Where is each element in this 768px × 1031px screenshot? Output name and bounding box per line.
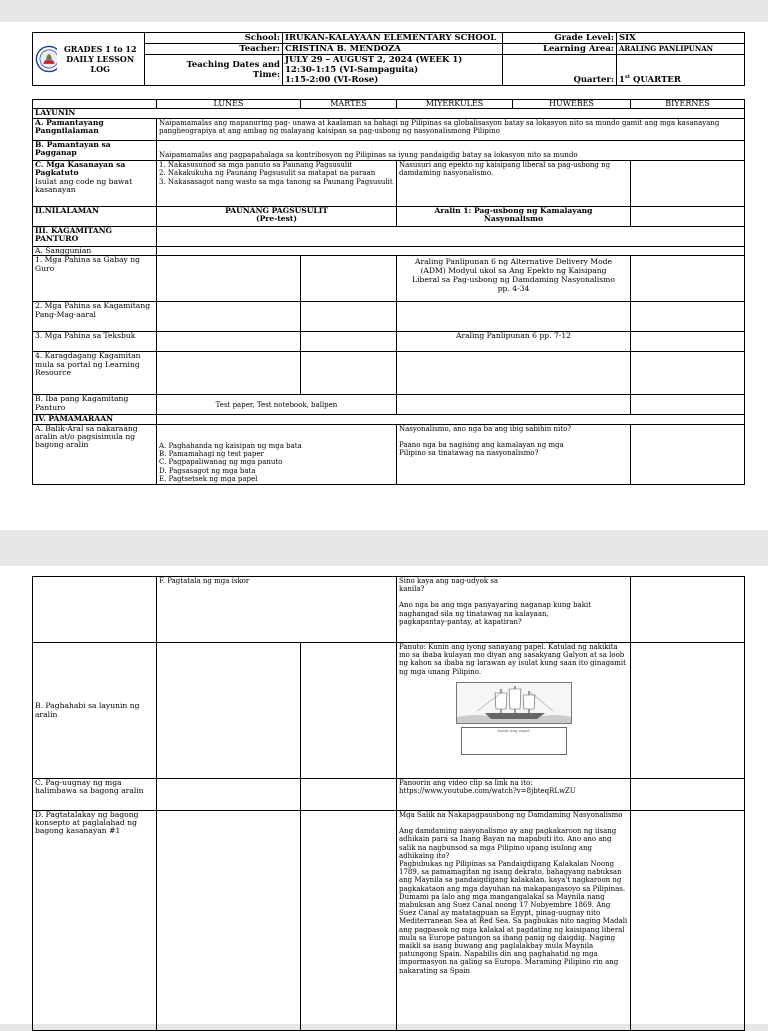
layunin-row [33,109,745,118]
teaching-dates-line-2: 12:30-1:15 (VI-Sampaguita) [285,65,419,75]
balik-aral-step-b: B. Pamamahagi ng test paper [159,450,264,458]
pamamaraan-row [33,415,745,424]
kagamitan-row [33,226,745,246]
kasanayan-label: C. Mga Kasanayan sa Pagkatuto [35,160,126,178]
nilalaman-row [33,206,745,226]
kasanayan-item-3: 3. Nakasasagot nang wasto sa mga tanong sa Paunang Pagsusulit [159,177,393,186]
balik-aral-step-d: D. Pagsasagot ng mga bata [159,466,256,475]
pag-uugnay-biyernes [631,779,745,811]
paghahabi-biyernes [631,643,745,779]
learning-area-label: Learning Area: [503,44,617,55]
pagtatala-label-cell [33,577,157,643]
pagtatalakay-martes [301,811,397,1031]
page-two [0,566,768,1024]
sanggunian-row [33,246,745,255]
kasanayan-sublabel: Isulat ang code ng bawat kasanayan [35,176,133,195]
paghahabi-panuto: Panuto: Kunin ang iyong sanayang papel. Katulad ng nakikita mo sa ibaba kulayan mo diyan ang sasakyang Galyon at sa loob ng kahon sa ibaba ng larawan ay isulat kung saan ito ginagamit ng mga unang Pilipino. [399,643,626,676]
quarter-number: 1 [619,75,625,85]
layunin-label: LAYUNIN [33,109,745,118]
answer-box: Isulat ang sagot [461,727,567,755]
pagtatalakay-label: D. Pagtatalakay ng bagong konsepto at paglalahad ng bagong kasanayan #1 [33,811,157,1031]
paghahabi-lunes [157,643,301,779]
balik-aral-label: A. Balik-Aral sa nakaraang aralin at/o pagsisimula ng bagong aralin [33,424,157,484]
salik-heading: Mga Salik na Nakapagpausbong ng Damdaming Nasyonalismo [399,811,623,819]
label-column-header [33,100,157,109]
cont-question-2: Ano nga ba ang mga panyayaring naganap kung bakit naghangad sila ng tinatawag na kalayaan, pagkapantay-pantay, at kapatiran? [399,601,592,626]
teaching-dates-label-line-2: Time: [252,70,280,80]
pamantayan-pagganap-row [33,140,745,160]
balik-aral-question-1: Nasyonalismo, ano nga ba ang ibig sabihin nito? [399,424,572,433]
teaching-dates-line-1: JULY 29 – AUGUST 2, 2024 (WEEK 1) [285,55,463,65]
grade-level-label: Grade Level: [503,33,617,44]
kasanayan-miyerkules: Nasusuri ang epekto ng kaisipang liberal sa pag-usbong ng damdaming nasyonalismo. [397,160,631,206]
teacher-value: CRISTINA B. MENDOZA [283,44,503,55]
learning-area-value: ARALING PANLIPUNAN [617,44,745,55]
pamantayan-pagganap-text: Naipamamalas ang pagpapahalaga sa kontribosyon ng Pilipinas sa iyung pandaigdig batay sa lokasyon nito sa mundo [157,140,745,160]
iba-pang-biyernes [631,395,745,415]
pamantayang-pangnilalaman-text: Naipamamalas ang mapanuring pag- unawa at kaalaman sa bahagi ng Pilipinas sa globalisasyon batay sa lokasyon nito sa mundo gamit ang mga kasanayang pangheograpiya at ang ambag ng malayang kaisipan sa pag-usbong ng nasyonalismong Pilipino [157,118,745,140]
nilalaman-biyernes [631,206,745,226]
gabay-guro-label: 1. Mga Pahina sa Gabay ng Guro [33,256,157,302]
nilalaman-miyerkules [397,206,631,226]
school-label: School: [145,33,283,44]
kagamitang-martes [301,302,397,332]
days-header-row [33,100,745,109]
nilalaman-miyerkules-line-2: Nasyonalismo [483,214,544,224]
dll-title-line-2: DAILY LESSON [66,54,135,64]
teksbuk-row [33,332,745,352]
kasanayan-item-2: 2. Nakakukuha ng Paunang Pagsusulit sa matapat na paraan [159,169,376,178]
pagtatalakay-biyernes [631,811,745,1031]
deped-seal-cell [33,33,57,86]
karagdagang-lunes [157,352,301,395]
teksbuk-lunes [157,332,301,352]
kagamitan-label: III. KAGAMITANG PANTURO [33,226,157,246]
teksbuk-label: 3. Mga Pahina sa Teksbuk [33,332,157,352]
pagtatalakay-lunes [157,811,301,1031]
balik-aral-step-a: A. Paghahanda ng kaisipan ng mga bata [159,441,302,450]
balik-aral-question-2: Paano nga ba nagising ang kamalayan ng mga Pilipino sa tinatawag na nasyonalismo? [399,441,564,458]
teacher-label: Teacher: [145,44,283,55]
school-value: IRUKAN-KALAYAAN ELEMENTARY SCHOOL [283,33,503,44]
salik-body: Pagbubukas ng Pilipinas sa Pandaigdigang Kalakalan Noong 1789, sa pamamagitan ng isang dekrato, bahagyang nabuksan ang Maynila sa pandaigdigang kalakalan, kaya't nagkaroon ng pagkakataon ang mga dayuhan na makapangasoyo sa Pilipinas. Dumami pa lalo ang mga mangangalakal sa Maynila nang mabuksan ang Suez Canal noong 17 Nobyembre 1869. Ang Suez Canal ay matatagpuan sa Egypt, pinag-uugnay nito Mediterranean Sea at Red Sea. Sa pagbukas nito naging Madali ang pagpasok ng mga kalakal at pagdating ng kaisipang liberal mula sa Europe patungon sa ibang panig ng daigdig. Naging maikli sa isang buwang ang paglalakbay mula Maynila patungong Spain. Napabilis din ang paghahatid ng mga impormasyon na galing sa Europa. Maraming Pilipino rin ang nakarating sa Spain [399,860,628,975]
salik-intro: Ang damdaming nasyonalismo ay ang pagkakaroon ng iisang adhikain para sa Inang Bayan na mapabuti ito. Ano ano ang salik na nagbunsod sa mga Pilipino upang isulong ang adhikaing ito? [399,827,617,860]
dll-title-line-1: GRADES 1 to 12 [63,44,137,54]
paghahabi-label: B. Paghahabi sa layunin ng aralin [33,643,157,779]
teksbuk-biyernes [631,332,745,352]
dll-title [57,33,145,86]
teaching-dates-line-3: 1:15-2:00 (VI-Rose) [285,75,379,85]
pagtatalakay-miyerkules [397,811,631,1031]
pagtatalakay-row [33,811,745,1031]
teaching-dates-value [283,55,503,86]
deped-seal-icon [35,45,57,73]
gabay-guro-row [33,256,745,302]
iba-pang-miyerkules [397,395,631,415]
kagamitang-biyernes [631,302,745,332]
balik-aral-lunes [157,424,397,484]
quarter-label: Quarter: [503,55,617,86]
kagamitang-lunes [157,302,301,332]
kagamitang-pang-mag-aaral-row [33,302,745,332]
nilalaman-lunes-line-2: (Pre-test) [255,214,297,224]
nilalaman-miyerkules-line-1: Aralin 1: Pag-usbong ng Kamalayang [434,206,593,215]
balik-aral-step-e: E. Pagtsetsek ng mga papel [159,475,258,484]
pag-uugnay-miyerkules [397,779,631,811]
pamantayan-pagganap-label: B. Pamantayan sa Pagganap [33,140,157,160]
balik-aral-miyerkules [397,424,631,484]
pamamaraan-label: IV. PAMAMARAAN [33,415,157,424]
kasanayan-label-cell [33,160,157,206]
balik-aral-biyernes [631,424,745,484]
dll-header [32,32,745,86]
galleon-ship-image [456,682,572,724]
lesson-log-table [32,99,745,485]
kasanayan-row [33,160,745,206]
gabay-guro-biyernes [631,256,745,302]
paghahabi-martes [301,643,397,779]
pag-uugnay-label: C. Pag-uugnay ng mga halimbawa sa bagong aralin [33,779,157,811]
karagdagang-biyernes [631,352,745,395]
pag-uugnay-martes [301,779,397,811]
iba-pang-kagamitan-label: B. Iba pang Kagamitang Panturo [33,395,157,415]
pagtatala-biyernes [631,577,745,643]
video-link[interactable]: https://www.youtube.com/watch?v=8jbteqRLwZU [399,787,576,796]
pagtatala-iskor: F. Pagtatala ng mga iskor [157,577,397,643]
gabay-guro-text: Araling Panlipunan 6 ng Alternative Delivery Mode (ADM) Modyul ukol sa Ang Epekto ng Kaisipang Liberal sa Pag-usbong ng Damdaming Nasyonalismo pp. 4-34 [397,256,631,302]
kasanayan-item-1: 1. Nakasusunod sa mga panuto sa Paunang Pagsusulit [159,160,353,169]
iba-pang-kagamitan-row [33,395,745,415]
kagamitan-cell [157,226,745,246]
pamamaraan-cell [157,415,745,424]
sanggunian-label: A. Sanggunian [33,246,157,255]
quarter-suffix: st [624,74,631,81]
teaching-dates-label [145,55,283,86]
pag-uugnay-lunes [157,779,301,811]
quarter-value [617,55,745,86]
karagdagang-kagamitan-label: 4. Karagdagang Kagamitan mula sa portal ng Learning Resource [33,352,157,395]
karagdagang-miyerkules [397,352,631,395]
day-biyernes: BIYERNES [631,100,745,109]
nilalaman-lunes [157,206,397,226]
gabay-guro-martes [301,256,397,302]
karagdagang-kagamitan-row [33,352,745,395]
balik-aral-step-c: C. Pagpapaliwanag ng mga panuto [159,458,283,467]
nilalaman-lunes-line-1: PAUNANG PAGSUSULIT [225,206,328,215]
teaching-dates-label-line-1: Teaching Dates and [186,60,280,70]
day-miyerkules: MIYERKULES [397,100,513,109]
day-martes: MARTES [301,100,397,109]
pag-uugnay-row [33,779,745,811]
iba-pang-kagamitan-text: Test paper, Test notebook, ballpen [157,395,397,415]
cont-question-1: Sino kaya ang nag-udyok sa kanila? [399,577,499,594]
sanggunian-cell [157,246,745,255]
paghahabi-row [33,643,745,779]
grade-level-value: SIX [617,33,745,44]
day-huwebes: HUWEBES [513,100,631,109]
day-lunes: LUNES [157,100,301,109]
kagamitang-pang-mag-aaral-label: 2. Mga Pahina sa Kagamitang Pang-Mag-aaral [33,302,157,332]
kagamitang-miyerkules [397,302,631,332]
dll-title-line-3: LOG [90,64,110,74]
karagdagang-martes [301,352,397,395]
page-one [0,22,768,530]
quarter-text: QUARTER [630,75,681,85]
pamantayang-pangnilalaman-row [33,118,745,140]
pagtatala-row [33,577,745,643]
kasanayan-biyernes [631,160,745,206]
paghahabi-miyerkules [397,643,631,779]
video-instruction: Panoorin ang video clip sa link na ito: [399,779,533,787]
gabay-guro-lunes [157,256,301,302]
pamantayang-pangnilalaman-label: A. Pamantayang Pangnilalaman [33,118,157,140]
teksbuk-martes [301,332,397,352]
kasanayan-lunes [157,160,397,206]
pagtatala-miyerkules [397,577,631,643]
nilalaman-label: II.NILALAMAN [33,206,157,226]
balik-aral-row [33,424,745,484]
lesson-log-table-continued [32,576,745,1031]
teksbuk-text: Araling Panlipunan 6 pp. 7-12 [397,332,631,352]
